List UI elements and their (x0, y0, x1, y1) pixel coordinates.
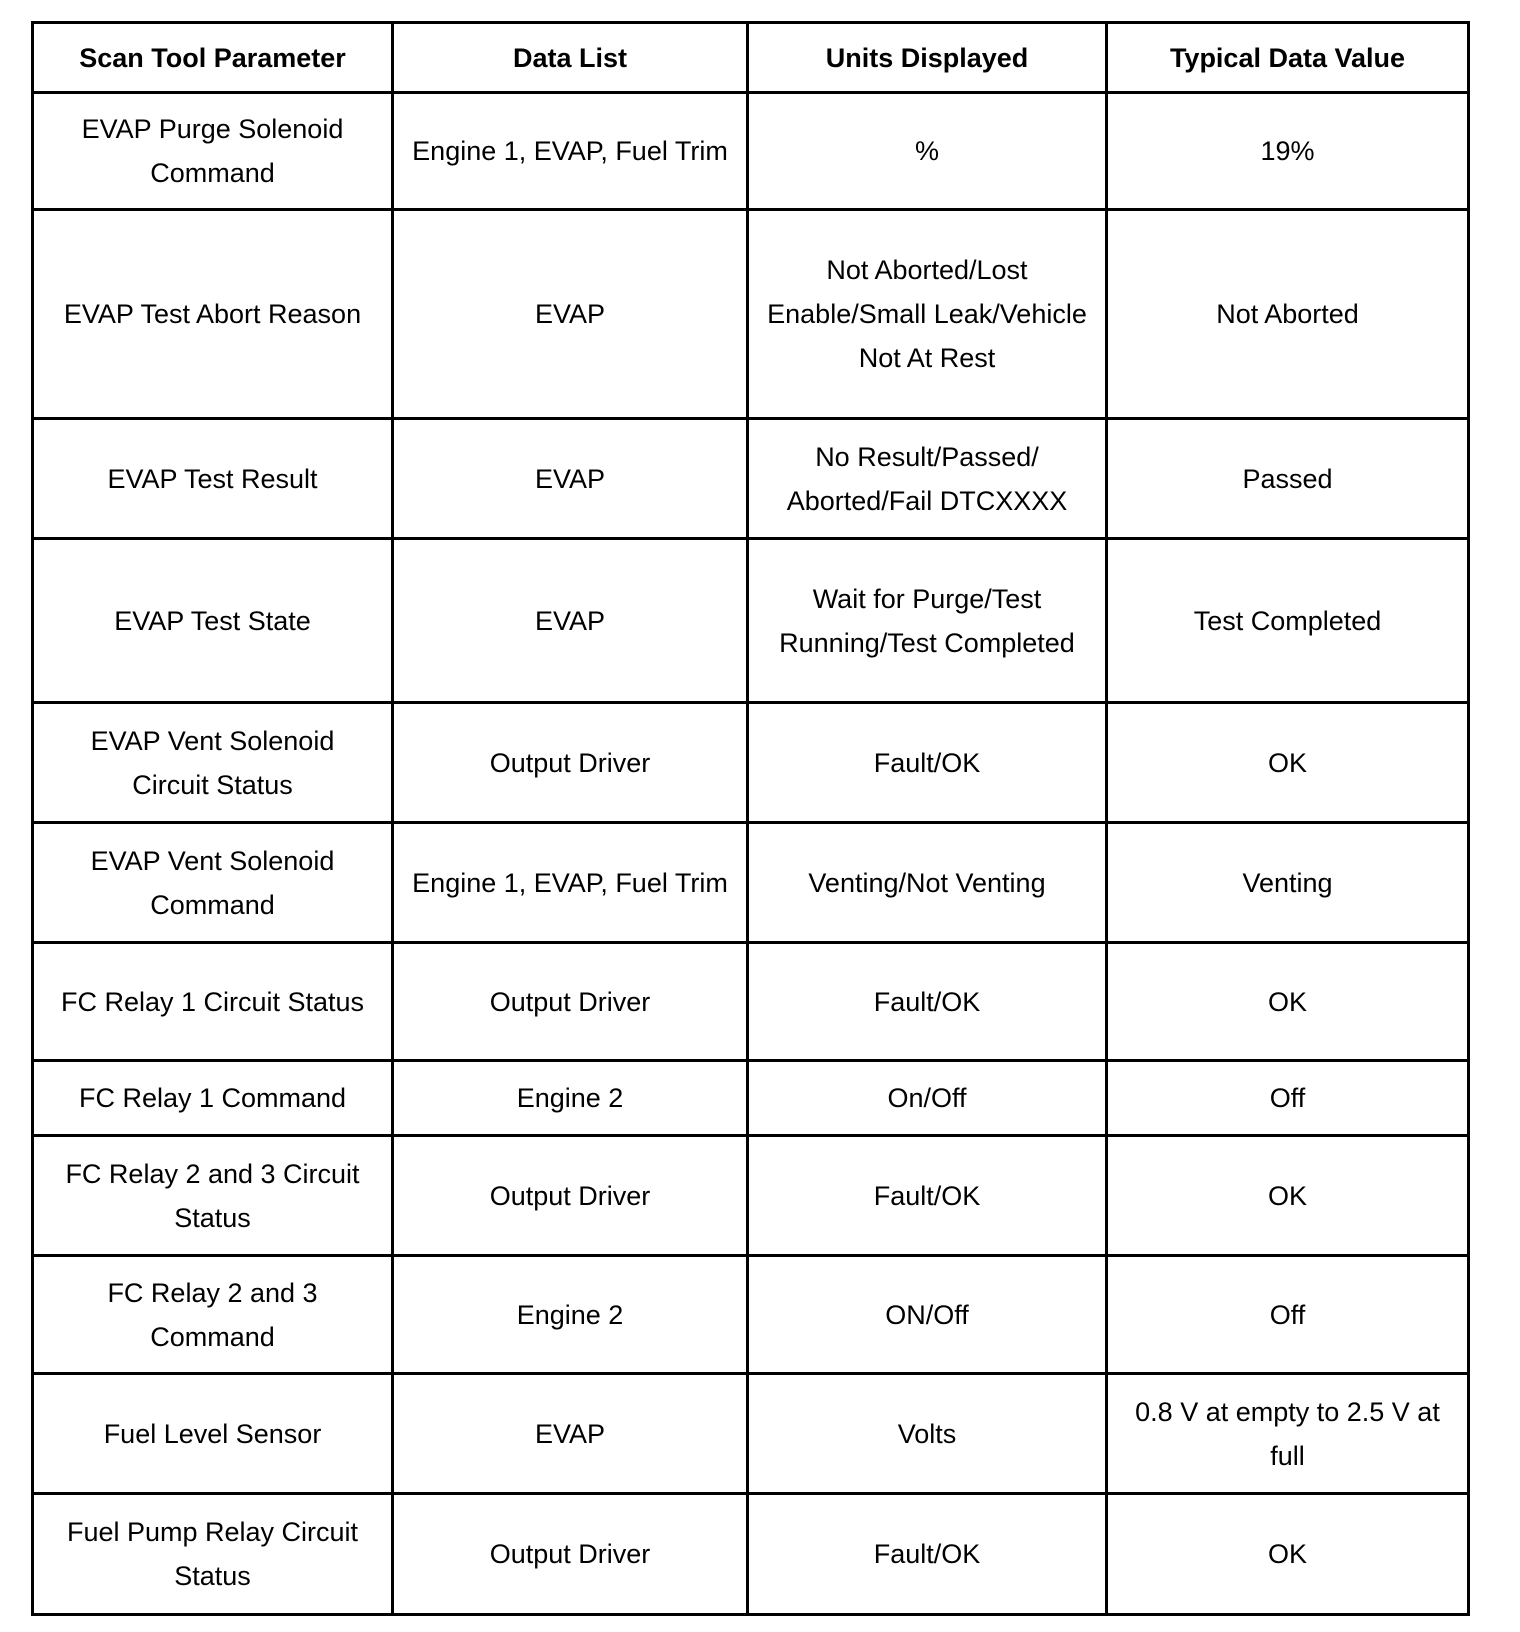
scan-tool-data-table-container (31, 21, 1470, 1616)
cell-parameter: EVAP Test State (33, 539, 393, 703)
cell-parameter: Fuel Pump Relay Circuit Status (33, 1494, 393, 1615)
header-units-displayed: Units Displayed (748, 23, 1107, 93)
cell-parameter: EVAP Purge Solenoid Command (33, 93, 393, 210)
table-row (33, 943, 1469, 1061)
table-row (33, 1061, 1469, 1136)
cell-parameter: FC Relay 2 and 3 Command (33, 1256, 393, 1374)
cell-units: Fault/OK (748, 1494, 1107, 1615)
cell-typical-value: 19% (1107, 93, 1469, 210)
cell-units: Not Aborted/Lost Enable/Small Leak/Vehicle Not At Rest (748, 210, 1107, 419)
table-row (33, 539, 1469, 703)
cell-typical-value: Off (1107, 1256, 1469, 1374)
table-row (33, 1494, 1469, 1615)
cell-parameter: EVAP Vent Solenoid Circuit Status (33, 703, 393, 823)
table-row (33, 1374, 1469, 1494)
cell-parameter: EVAP Test Abort Reason (33, 210, 393, 419)
cell-units: Venting/Not Venting (748, 823, 1107, 943)
table-row (33, 1256, 1469, 1374)
cell-typical-value: OK (1107, 703, 1469, 823)
table-row (33, 703, 1469, 823)
cell-data-list: Output Driver (393, 703, 748, 823)
cell-data-list: Engine 1, EVAP, Fuel Trim (393, 823, 748, 943)
cell-data-list: EVAP (393, 539, 748, 703)
cell-units: Volts (748, 1374, 1107, 1494)
cell-data-list: EVAP (393, 1374, 748, 1494)
cell-units: Wait for Purge/Test Running/Test Completed (748, 539, 1107, 703)
cell-units: ON/Off (748, 1256, 1107, 1374)
table-row (33, 823, 1469, 943)
cell-data-list: EVAP (393, 419, 748, 539)
table-row (33, 210, 1469, 419)
cell-units: On/Off (748, 1061, 1107, 1136)
cell-typical-value: OK (1107, 943, 1469, 1061)
cell-data-list: Output Driver (393, 943, 748, 1061)
cell-typical-value: Off (1107, 1061, 1469, 1136)
cell-units: No Result/Passed/ Aborted/Fail DTCXXXX (748, 419, 1107, 539)
table-row (33, 419, 1469, 539)
cell-data-list: Output Driver (393, 1494, 748, 1615)
cell-typical-value: Passed (1107, 419, 1469, 539)
cell-units: % (748, 93, 1107, 210)
cell-typical-value: Test Completed (1107, 539, 1469, 703)
cell-data-list: Engine 2 (393, 1061, 748, 1136)
header-typical-data-value: Typical Data Value (1107, 23, 1469, 93)
cell-data-list: EVAP (393, 210, 748, 419)
cell-parameter: FC Relay 1 Circuit Status (33, 943, 393, 1061)
cell-parameter: EVAP Test Result (33, 419, 393, 539)
cell-parameter: Fuel Level Sensor (33, 1374, 393, 1494)
table-row (33, 1136, 1469, 1256)
header-scan-tool-parameter: Scan Tool Parameter (33, 23, 393, 93)
cell-data-list: Engine 1, EVAP, Fuel Trim (393, 93, 748, 210)
header-data-list: Data List (393, 23, 748, 93)
cell-units: Fault/OK (748, 943, 1107, 1061)
cell-units: Fault/OK (748, 1136, 1107, 1256)
cell-typical-value: Not Aborted (1107, 210, 1469, 419)
cell-typical-value: 0.8 V at empty to 2.5 V at full (1107, 1374, 1469, 1494)
cell-data-list: Output Driver (393, 1136, 748, 1256)
header-row (33, 23, 1469, 93)
cell-data-list: Engine 2 (393, 1256, 748, 1374)
cell-parameter: FC Relay 2 and 3 Circuit Status (33, 1136, 393, 1256)
cell-typical-value: OK (1107, 1494, 1469, 1615)
table-row (33, 93, 1469, 210)
cell-typical-value: OK (1107, 1136, 1469, 1256)
cell-parameter: EVAP Vent Solenoid Command (33, 823, 393, 943)
cell-typical-value: Venting (1107, 823, 1469, 943)
scan-tool-data-table (31, 21, 1470, 1616)
cell-units: Fault/OK (748, 703, 1107, 823)
cell-parameter: FC Relay 1 Command (33, 1061, 393, 1136)
